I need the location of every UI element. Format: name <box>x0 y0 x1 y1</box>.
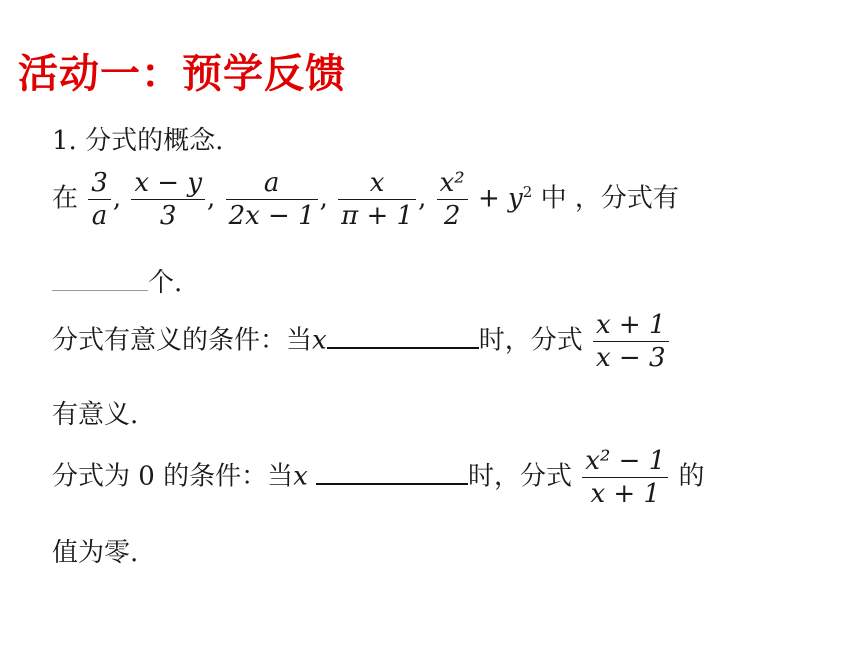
fraction-q3-denominator: x + 1 <box>590 479 661 509</box>
fraction-q2 <box>593 312 669 371</box>
question-1-answer-line <box>52 262 182 299</box>
fraction-q2-numerator: x + 1 <box>595 310 666 340</box>
question-3 <box>52 448 705 507</box>
q1-tail-exponent: 2 <box>522 182 533 201</box>
fraction-3-numerator: a <box>263 168 280 198</box>
q2-lead: 分式有意义的条件：当 <box>52 325 313 356</box>
q3-end: 的 <box>678 461 705 492</box>
fraction-q3 <box>582 448 668 507</box>
fraction-1 <box>88 170 111 229</box>
q1-suffix: 中 ，分式有 <box>540 183 679 214</box>
q1-count-suffix: 个. <box>148 268 183 298</box>
question-2-line-2: 有意义. <box>52 400 139 430</box>
fraction-5-numerator: x² <box>439 168 465 198</box>
fraction-5 <box>437 170 468 229</box>
fraction-q2-denominator: x − 3 <box>595 343 666 373</box>
q2-variable: x <box>312 325 327 356</box>
answer-blank-2[interactable] <box>327 325 479 349</box>
page-title: 活动一：预学反馈 <box>18 51 346 97</box>
fraction-3 <box>226 170 318 229</box>
q1-tail: + y <box>478 183 523 214</box>
q3-mid: 时，分式 <box>468 461 573 492</box>
answer-blank-3[interactable] <box>316 461 468 485</box>
fraction-1-denominator: a <box>91 201 108 231</box>
fraction-1-numerator: 3 <box>91 168 108 198</box>
item-1-heading: 1. 分式的概念. <box>52 126 224 156</box>
fraction-4-denominator: π + 1 <box>341 201 414 231</box>
question-3-line-2: 值为零. <box>52 538 139 568</box>
fraction-5-denominator: 2 <box>443 201 461 231</box>
fraction-2-numerator: x − y <box>134 168 203 198</box>
fraction-3-denominator: 2x − 1 <box>228 201 315 231</box>
fraction-4 <box>338 170 416 229</box>
fraction-2-denominator: 3 <box>159 201 177 231</box>
question-1: 在 $\frac{3}{a}$ , $\frac{x - y}{3}$ , $\frac{a}{2x - 1}$ , $\frac{x}{\pi + 1}$ , $\frac{\text{x²}}{2}$ + $y^2$ 中 ，分式有 <box>52 168 679 231</box>
q1-prefix: 在 <box>52 183 79 214</box>
q3-variable: x <box>293 461 308 492</box>
q2-mid: 时，分式 <box>478 325 583 356</box>
question-2 <box>52 312 671 371</box>
fraction-4-numerator: x <box>369 168 385 198</box>
fraction-2 <box>131 170 205 229</box>
q3-lead: 分式为 0 的条件：当 <box>52 461 294 492</box>
fraction-q3-numerator: x² − 1 <box>585 446 666 476</box>
answer-blank-1[interactable] <box>52 268 148 291</box>
